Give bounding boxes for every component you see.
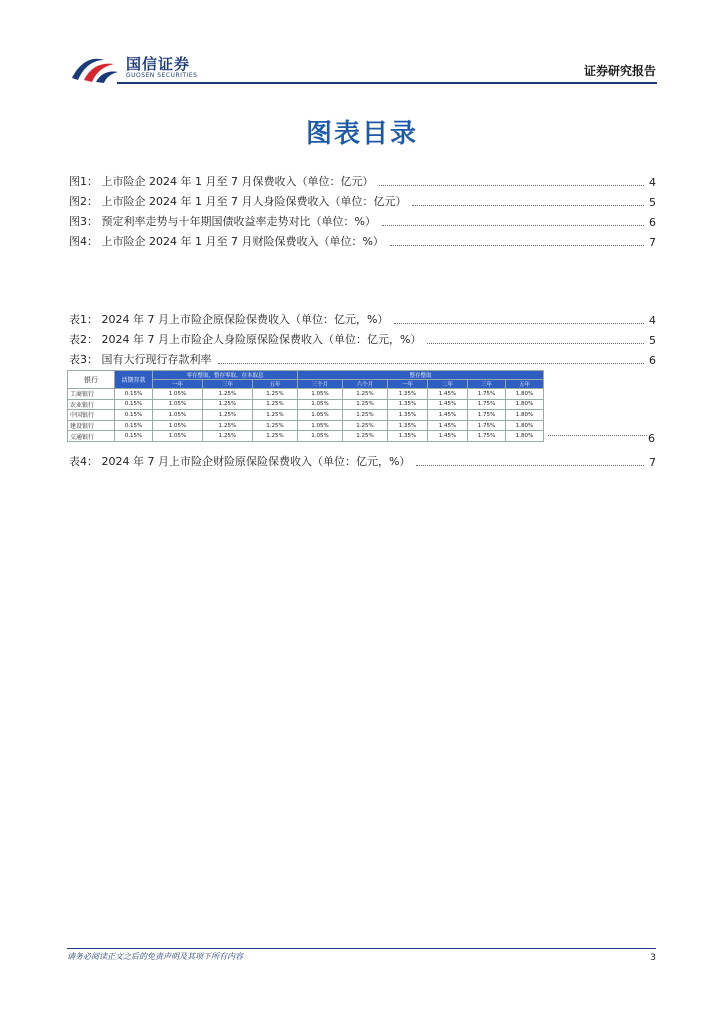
table-row xyxy=(68,420,544,431)
rate-cell: 1.35% xyxy=(388,399,428,410)
toc-figure-2[interactable] xyxy=(69,191,656,209)
rate-cell: 1.25% xyxy=(343,420,388,431)
lump-sum-deposit-header: 整存整取 xyxy=(298,371,544,380)
term-header: 五年 xyxy=(506,380,544,389)
rate-cell: 1.25% xyxy=(253,399,298,410)
rate-cell: 1.25% xyxy=(253,410,298,421)
toc-leader-dots xyxy=(394,322,644,324)
rate-cell: 1.25% xyxy=(203,431,253,442)
rate-cell: 1.45% xyxy=(428,389,468,400)
rate-cell: 1.80% xyxy=(506,431,544,442)
rate-cell: 1.75% xyxy=(468,399,506,410)
toc-leader-dots xyxy=(379,184,644,186)
rate-cell: 1.05% xyxy=(153,420,203,431)
guosen-logo-icon xyxy=(70,52,120,84)
report-type-label: 证券研究报告 xyxy=(583,64,656,78)
rate-cell: 1.35% xyxy=(388,420,428,431)
rate-cell: 1.05% xyxy=(298,431,343,442)
toc-page-number: 4 xyxy=(649,314,656,327)
rate-cell: 1.25% xyxy=(253,389,298,400)
deposit-rate-table xyxy=(67,370,543,442)
header-divider xyxy=(117,82,657,84)
term-header: 一年 xyxy=(388,380,428,389)
rate-cell: 1.25% xyxy=(203,410,253,421)
toc-figure-label: 图4： 上市险企 2024 年 1 月至 7 月财险保费收入（单位：%） xyxy=(69,235,384,248)
toc-page-number: 7 xyxy=(649,456,656,469)
rate-cell: 1.05% xyxy=(153,389,203,400)
rate-cell: 1.75% xyxy=(468,389,506,400)
toc-figure-label: 图3： 预定利率走势与十年期国债收益率走势对比（单位：%） xyxy=(69,215,376,228)
rate-cell: 1.25% xyxy=(253,420,298,431)
toc-leader-dots xyxy=(382,224,644,226)
rate-cell: 1.05% xyxy=(298,399,343,410)
bank-name-cell: 工商银行 xyxy=(68,389,115,400)
rate-cell: 1.25% xyxy=(343,389,388,400)
toc-figure-label: 图1： 上市险企 2024 年 1 月至 7 月保费收入（单位：亿元） xyxy=(69,175,374,188)
rate-cell: 0.15% xyxy=(115,399,153,410)
rate-cell: 1.05% xyxy=(298,410,343,421)
table-row xyxy=(68,399,544,410)
rate-cell: 0.15% xyxy=(115,431,153,442)
rate-cell: 1.80% xyxy=(506,420,544,431)
rate-cell: 1.25% xyxy=(343,399,388,410)
rate-cell: 1.45% xyxy=(428,420,468,431)
footer-disclaimer: 请务必阅读正文之后的免责声明及其项下所有内容 xyxy=(67,952,243,961)
term-header: 一年 xyxy=(153,380,203,389)
installment-deposit-header: 零存整取、整存零取、存本取息 xyxy=(153,371,298,380)
toc-table-label: 表4： 2024 年 7 月上市险企财险原保险保费收入（单位：亿元，%） xyxy=(69,455,411,468)
rate-cell: 1.45% xyxy=(428,410,468,421)
toc-table-label: 表2： 2024 年 7 月上市险企人身险原保险保费收入（单位：亿元，%） xyxy=(69,333,422,346)
logo-chinese-name: 国信证券 xyxy=(126,55,191,73)
toc-page-number: 4 xyxy=(649,176,656,189)
rate-cell: 1.80% xyxy=(506,389,544,400)
toc-page-number: 5 xyxy=(649,196,656,209)
rate-cell: 1.05% xyxy=(298,420,343,431)
rate-cell: 1.75% xyxy=(468,431,506,442)
rate-cell: 1.05% xyxy=(153,399,203,410)
toc-table-1[interactable] xyxy=(69,309,656,327)
toc-page-number: 6 xyxy=(649,354,656,367)
term-header: 三年 xyxy=(468,380,506,389)
rate-cell: 1.25% xyxy=(203,420,253,431)
rate-cell: 1.45% xyxy=(428,431,468,442)
table-row xyxy=(68,431,544,442)
toc-table-label: 表1： 2024 年 7 月上市险企原保险保费收入（单位：亿元，%） xyxy=(69,313,389,326)
bank-column-header: 银行 xyxy=(68,371,115,389)
toc-page-number: 7 xyxy=(649,236,656,249)
toc-page-number: 6 xyxy=(649,216,656,229)
rate-cell: 1.35% xyxy=(388,431,428,442)
toc-table-2[interactable] xyxy=(69,329,656,347)
page-header xyxy=(70,50,656,84)
toc-leader-dots xyxy=(412,204,644,206)
toc-table-4[interactable] xyxy=(69,451,656,469)
term-header: 三年 xyxy=(203,380,253,389)
deposit-rate-rows xyxy=(68,389,544,442)
rate-cell: 1.25% xyxy=(343,431,388,442)
table-row xyxy=(68,410,544,421)
toc-leader-dots xyxy=(416,464,644,466)
guosen-logo xyxy=(70,50,230,84)
rate-cell: 1.75% xyxy=(468,410,506,421)
page-title: 图表目录 xyxy=(305,119,418,149)
rate-cell: 1.80% xyxy=(506,399,544,410)
rate-cell: 1.80% xyxy=(506,410,544,421)
toc-page-number: 6 xyxy=(648,432,655,445)
demand-deposit-header: 活期存款 xyxy=(115,371,153,389)
logo-english-name: GUOSEN SECURITIES xyxy=(126,72,198,79)
term-header: 二年 xyxy=(428,380,468,389)
term-header: 六个月 xyxy=(343,380,388,389)
rate-cell: 1.35% xyxy=(388,389,428,400)
toc-figure-label: 图2： 上市险企 2024 年 1 月至 7 月人身险保费收入（单位：亿元） xyxy=(69,195,407,208)
toc-figure-4[interactable] xyxy=(69,231,656,249)
bank-name-cell: 交通银行 xyxy=(68,431,115,442)
toc-leader-dots xyxy=(218,362,645,364)
toc-leader-dots xyxy=(390,244,644,246)
toc-leader-dots xyxy=(427,342,644,344)
rate-cell: 1.25% xyxy=(203,399,253,410)
rate-cell: 1.05% xyxy=(153,410,203,421)
rate-cell: 1.25% xyxy=(253,431,298,442)
toc-table-label: 表3： 国有大行现行存款利率 xyxy=(69,353,212,366)
term-header: 三个月 xyxy=(298,380,343,389)
rate-cell: 1.05% xyxy=(298,389,343,400)
toc-leader-dots xyxy=(548,434,647,436)
footer-divider xyxy=(67,948,656,949)
rate-cell: 1.45% xyxy=(428,399,468,410)
bank-name-cell: 农业银行 xyxy=(68,399,115,410)
toc-figure-1[interactable] xyxy=(69,171,656,189)
rate-cell: 1.25% xyxy=(343,410,388,421)
toc-figure-3[interactable] xyxy=(69,211,656,229)
toc-page-number: 5 xyxy=(649,334,656,347)
rate-cell: 1.05% xyxy=(153,431,203,442)
toc-table-3[interactable] xyxy=(69,349,656,367)
rate-cell: 0.15% xyxy=(115,389,153,400)
rate-cell: 1.25% xyxy=(203,389,253,400)
table-row xyxy=(68,389,544,400)
term-header: 五年 xyxy=(253,380,298,389)
rate-cell: 1.75% xyxy=(468,420,506,431)
rate-cell: 0.15% xyxy=(115,420,153,431)
bank-name-cell: 中国银行 xyxy=(68,410,115,421)
footer-page-number: 3 xyxy=(650,953,656,963)
rate-cell: 1.35% xyxy=(388,410,428,421)
bank-name-cell: 建设银行 xyxy=(68,420,115,431)
rate-cell: 0.15% xyxy=(115,410,153,421)
